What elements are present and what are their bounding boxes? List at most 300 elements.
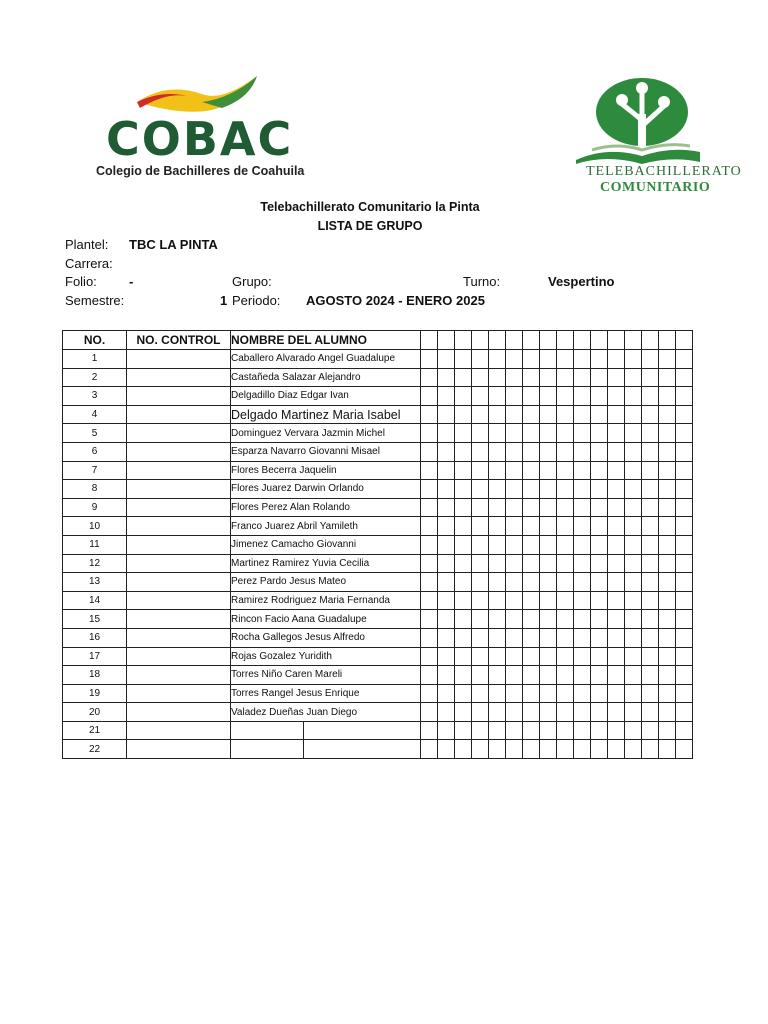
table-row xyxy=(63,350,693,369)
student-name: Dominguez Vervara Jazmin Michel xyxy=(231,424,421,443)
attendance-cell xyxy=(625,442,642,461)
table-row xyxy=(63,610,693,629)
attendance-cell xyxy=(523,368,540,387)
attendance-cell xyxy=(438,740,455,759)
attendance-cell xyxy=(421,480,438,499)
header-name: NOMBRE DEL ALUMNO xyxy=(231,331,421,350)
table-row xyxy=(63,535,693,554)
control-number-cell xyxy=(127,721,231,740)
attendance-cell xyxy=(540,647,557,666)
attendance-cell xyxy=(659,628,676,647)
attendance-cell xyxy=(591,461,608,480)
attendance-cell xyxy=(506,498,523,517)
attendance-cell xyxy=(523,740,540,759)
attendance-cell xyxy=(625,703,642,722)
attendance-cell xyxy=(506,703,523,722)
student-name: Rincon Facio Aana Guadalupe xyxy=(231,610,421,629)
attendance-cell xyxy=(421,740,438,759)
empty-name-cell xyxy=(304,740,421,759)
attendance-cell xyxy=(608,610,625,629)
cobac-subtitle: Colegio de Bachilleres de Coahuila xyxy=(96,164,305,178)
empty-name-cell xyxy=(231,721,304,740)
row-number: 13 xyxy=(63,573,127,592)
attendance-cell xyxy=(659,554,676,573)
attendance-cell xyxy=(455,573,472,592)
attendance-cell xyxy=(438,610,455,629)
attendance-cell xyxy=(438,666,455,685)
attendance-cell xyxy=(523,703,540,722)
attendance-cell xyxy=(591,480,608,499)
control-number-cell xyxy=(127,405,231,424)
cobac-wordmark: COBAC xyxy=(106,112,294,166)
attendance-cell xyxy=(506,517,523,536)
attendance-cell xyxy=(489,480,506,499)
attendance-cell xyxy=(421,554,438,573)
attendance-col-header xyxy=(421,331,438,350)
row-number: 21 xyxy=(63,721,127,740)
attendance-cell xyxy=(489,721,506,740)
attendance-cell xyxy=(455,628,472,647)
attendance-cell xyxy=(676,666,693,685)
plantel-value: TBC LA PINTA xyxy=(129,237,218,252)
attendance-cell xyxy=(608,554,625,573)
attendance-cell xyxy=(557,480,574,499)
attendance-cell xyxy=(506,740,523,759)
attendance-cell xyxy=(472,424,489,443)
attendance-cell xyxy=(523,498,540,517)
attendance-cell xyxy=(455,368,472,387)
attendance-cell xyxy=(489,628,506,647)
attendance-col-header xyxy=(642,331,659,350)
attendance-cell xyxy=(421,517,438,536)
attendance-cell xyxy=(506,684,523,703)
attendance-cell xyxy=(438,368,455,387)
attendance-cell xyxy=(438,721,455,740)
attendance-cell xyxy=(642,703,659,722)
attendance-cell xyxy=(557,591,574,610)
attendance-cell xyxy=(489,368,506,387)
attendance-cell xyxy=(455,387,472,406)
attendance-cell xyxy=(591,740,608,759)
attendance-cell xyxy=(523,721,540,740)
attendance-col-header xyxy=(574,331,591,350)
attendance-cell xyxy=(625,480,642,499)
attendance-cell xyxy=(676,350,693,369)
attendance-cell xyxy=(455,461,472,480)
attendance-cell xyxy=(523,591,540,610)
row-number: 22 xyxy=(63,740,127,759)
attendance-cell xyxy=(421,424,438,443)
attendance-cell xyxy=(472,517,489,536)
attendance-cell xyxy=(472,591,489,610)
row-number: 10 xyxy=(63,517,127,536)
attendance-cell xyxy=(574,703,591,722)
attendance-cell xyxy=(438,591,455,610)
control-number-cell xyxy=(127,573,231,592)
attendance-cell xyxy=(489,405,506,424)
attendance-cell xyxy=(642,666,659,685)
student-name: Delgado Martinez Maria Isabel xyxy=(231,405,421,424)
attendance-cell xyxy=(659,424,676,443)
attendance-cell xyxy=(659,442,676,461)
attendance-col-header xyxy=(506,331,523,350)
attendance-cell xyxy=(472,703,489,722)
attendance-cell xyxy=(438,480,455,499)
attendance-cell xyxy=(676,647,693,666)
row-number: 3 xyxy=(63,387,127,406)
attendance-cell xyxy=(608,442,625,461)
attendance-cell xyxy=(591,424,608,443)
attendance-cell xyxy=(676,461,693,480)
attendance-cell xyxy=(676,703,693,722)
table-row xyxy=(63,461,693,480)
attendance-cell xyxy=(523,647,540,666)
attendance-cell xyxy=(557,405,574,424)
attendance-cell xyxy=(438,442,455,461)
attendance-cell xyxy=(523,461,540,480)
student-name: Flores Becerra Jaquelin xyxy=(231,461,421,480)
table-row xyxy=(63,721,693,740)
attendance-cell xyxy=(472,554,489,573)
row-number: 1 xyxy=(63,350,127,369)
attendance-cell xyxy=(574,535,591,554)
attendance-cell xyxy=(540,610,557,629)
attendance-cell xyxy=(489,666,506,685)
attendance-cell xyxy=(625,591,642,610)
attendance-cell xyxy=(574,684,591,703)
attendance-cell xyxy=(421,405,438,424)
attendance-col-header xyxy=(438,331,455,350)
attendance-cell xyxy=(455,517,472,536)
attendance-cell xyxy=(438,387,455,406)
empty-name-cell xyxy=(304,721,421,740)
table-row xyxy=(63,498,693,517)
attendance-cell xyxy=(659,721,676,740)
row-number: 8 xyxy=(63,480,127,499)
semestre-label: Semestre: xyxy=(65,293,125,308)
attendance-col-header xyxy=(472,331,489,350)
attendance-cell xyxy=(421,368,438,387)
attendance-cell xyxy=(642,424,659,443)
attendance-cell xyxy=(489,684,506,703)
attendance-cell xyxy=(489,740,506,759)
attendance-cell xyxy=(506,610,523,629)
student-name: Delgadillo Diaz Edgar Ivan xyxy=(231,387,421,406)
attendance-cell xyxy=(625,554,642,573)
attendance-cell xyxy=(489,424,506,443)
attendance-cell xyxy=(540,387,557,406)
attendance-cell xyxy=(455,498,472,517)
attendance-cell xyxy=(540,535,557,554)
attendance-cell xyxy=(574,442,591,461)
attendance-cell xyxy=(523,628,540,647)
attendance-cell xyxy=(438,405,455,424)
row-number: 14 xyxy=(63,591,127,610)
attendance-cell xyxy=(659,387,676,406)
attendance-cell xyxy=(642,721,659,740)
student-name: Caballero Alvarado Angel Guadalupe xyxy=(231,350,421,369)
row-number: 11 xyxy=(63,535,127,554)
student-name: Rojas Gozalez Yuridith xyxy=(231,647,421,666)
attendance-cell xyxy=(557,721,574,740)
attendance-col-header xyxy=(659,331,676,350)
attendance-cell xyxy=(489,610,506,629)
table-row xyxy=(63,703,693,722)
attendance-cell xyxy=(557,368,574,387)
student-name: Valadez Dueñas Juan Diego xyxy=(231,703,421,722)
row-number: 17 xyxy=(63,647,127,666)
empty-name-cell xyxy=(231,740,304,759)
table-row xyxy=(63,573,693,592)
attendance-cell xyxy=(523,535,540,554)
attendance-cell xyxy=(659,666,676,685)
attendance-cell xyxy=(574,740,591,759)
attendance-cell xyxy=(659,405,676,424)
attendance-cell xyxy=(608,405,625,424)
attendance-cell xyxy=(523,610,540,629)
attendance-cell xyxy=(659,591,676,610)
attendance-cell xyxy=(659,684,676,703)
attendance-cell xyxy=(574,647,591,666)
attendance-cell xyxy=(625,517,642,536)
attendance-col-header xyxy=(489,331,506,350)
attendance-cell xyxy=(506,387,523,406)
control-number-cell xyxy=(127,517,231,536)
document-subtitle: LISTA DE GRUPO xyxy=(317,219,423,233)
attendance-cell xyxy=(506,480,523,499)
attendance-cell xyxy=(523,387,540,406)
attendance-cell xyxy=(676,554,693,573)
table-row xyxy=(63,554,693,573)
attendance-cell xyxy=(438,461,455,480)
attendance-cell xyxy=(642,573,659,592)
control-number-cell xyxy=(127,442,231,461)
table-row xyxy=(63,368,693,387)
attendance-cell xyxy=(625,350,642,369)
attendance-cell xyxy=(608,647,625,666)
attendance-cell xyxy=(540,480,557,499)
header-no: NO. xyxy=(63,331,127,350)
attendance-cell xyxy=(676,368,693,387)
attendance-cell xyxy=(557,517,574,536)
attendance-cell xyxy=(608,498,625,517)
attendance-cell xyxy=(642,740,659,759)
student-name: Castañeda Salazar Alejandro xyxy=(231,368,421,387)
attendance-cell xyxy=(557,684,574,703)
attendance-cell xyxy=(642,610,659,629)
control-number-cell xyxy=(127,461,231,480)
attendance-cell xyxy=(591,387,608,406)
attendance-cell xyxy=(591,721,608,740)
table-header-row xyxy=(63,331,693,350)
attendance-col-header xyxy=(455,331,472,350)
attendance-cell xyxy=(574,573,591,592)
attendance-cell xyxy=(642,554,659,573)
attendance-cell xyxy=(574,554,591,573)
table-row xyxy=(63,666,693,685)
attendance-cell xyxy=(625,387,642,406)
attendance-cell xyxy=(591,703,608,722)
attendance-cell xyxy=(625,461,642,480)
attendance-cell xyxy=(489,703,506,722)
attendance-cell xyxy=(421,573,438,592)
attendance-cell xyxy=(540,350,557,369)
attendance-cell xyxy=(506,461,523,480)
attendance-cell xyxy=(625,498,642,517)
attendance-cell xyxy=(642,405,659,424)
attendance-cell xyxy=(642,461,659,480)
row-number: 5 xyxy=(63,424,127,443)
control-number-cell xyxy=(127,628,231,647)
table-row xyxy=(63,387,693,406)
attendance-cell xyxy=(625,573,642,592)
attendance-cell xyxy=(676,684,693,703)
attendance-cell xyxy=(608,666,625,685)
attendance-cell xyxy=(676,591,693,610)
attendance-cell xyxy=(591,591,608,610)
attendance-cell xyxy=(438,703,455,722)
control-number-cell xyxy=(127,350,231,369)
table-row xyxy=(63,405,693,424)
telebachillerato-logo xyxy=(572,76,768,200)
attendance-cell xyxy=(421,684,438,703)
attendance-cell xyxy=(642,535,659,554)
attendance-cell xyxy=(489,498,506,517)
attendance-cell xyxy=(625,405,642,424)
table-row xyxy=(63,424,693,443)
control-number-cell xyxy=(127,703,231,722)
attendance-cell xyxy=(574,498,591,517)
attendance-cell xyxy=(608,350,625,369)
attendance-cell xyxy=(557,610,574,629)
attendance-col-header xyxy=(523,331,540,350)
table-row xyxy=(63,442,693,461)
attendance-cell xyxy=(472,610,489,629)
attendance-cell xyxy=(676,517,693,536)
row-number: 9 xyxy=(63,498,127,517)
attendance-cell xyxy=(574,480,591,499)
attendance-cell xyxy=(523,405,540,424)
attendance-cell xyxy=(438,647,455,666)
attendance-cell xyxy=(642,647,659,666)
control-number-cell xyxy=(127,684,231,703)
attendance-cell xyxy=(608,461,625,480)
attendance-cell xyxy=(438,684,455,703)
attendance-cell xyxy=(506,535,523,554)
attendance-col-header xyxy=(676,331,693,350)
attendance-cell xyxy=(540,405,557,424)
student-name: Rocha Gallegos Jesus Alfredo xyxy=(231,628,421,647)
attendance-cell xyxy=(608,573,625,592)
attendance-cell xyxy=(642,498,659,517)
control-number-cell xyxy=(127,647,231,666)
attendance-cell xyxy=(591,535,608,554)
attendance-cell xyxy=(523,554,540,573)
attendance-cell xyxy=(608,591,625,610)
attendance-cell xyxy=(574,610,591,629)
attendance-cell xyxy=(523,684,540,703)
attendance-cell xyxy=(676,740,693,759)
attendance-cell xyxy=(557,424,574,443)
attendance-cell xyxy=(591,573,608,592)
attendance-cell xyxy=(659,610,676,629)
table-row xyxy=(63,591,693,610)
attendance-cell xyxy=(574,666,591,685)
attendance-cell xyxy=(421,498,438,517)
attendance-cell xyxy=(438,517,455,536)
attendance-cell xyxy=(591,498,608,517)
attendance-cell xyxy=(540,740,557,759)
attendance-cell xyxy=(506,554,523,573)
attendance-cell xyxy=(557,387,574,406)
attendance-cell xyxy=(557,666,574,685)
attendance-cell xyxy=(489,554,506,573)
attendance-cell xyxy=(506,368,523,387)
attendance-cell xyxy=(421,350,438,369)
attendance-cell xyxy=(523,573,540,592)
semestre-value: 1 xyxy=(220,293,228,308)
attendance-cell xyxy=(574,424,591,443)
attendance-cell xyxy=(472,480,489,499)
attendance-cell xyxy=(676,405,693,424)
attendance-cell xyxy=(625,628,642,647)
control-number-cell xyxy=(127,480,231,499)
attendance-cell xyxy=(455,684,472,703)
attendance-cell xyxy=(506,591,523,610)
control-number-cell xyxy=(127,554,231,573)
attendance-cell xyxy=(540,591,557,610)
attendance-cell xyxy=(438,424,455,443)
attendance-cell xyxy=(472,350,489,369)
attendance-cell xyxy=(540,573,557,592)
cobac-logo xyxy=(92,72,322,182)
attendance-cell xyxy=(608,517,625,536)
attendance-cell xyxy=(676,535,693,554)
control-number-cell xyxy=(127,368,231,387)
attendance-cell xyxy=(421,387,438,406)
attendance-cell xyxy=(506,442,523,461)
student-name: Ramirez Rodriguez Maria Fernanda xyxy=(231,591,421,610)
attendance-cell xyxy=(455,535,472,554)
attendance-cell xyxy=(574,721,591,740)
attendance-cell xyxy=(540,442,557,461)
attendance-cell xyxy=(455,647,472,666)
student-name: Franco Juarez Abril Yamileth xyxy=(231,517,421,536)
attendance-cell xyxy=(608,387,625,406)
attendance-col-header xyxy=(557,331,574,350)
attendance-cell xyxy=(489,387,506,406)
attendance-cell xyxy=(472,405,489,424)
attendance-cell xyxy=(557,498,574,517)
attendance-cell xyxy=(438,573,455,592)
attendance-cell xyxy=(608,721,625,740)
attendance-cell xyxy=(455,554,472,573)
student-name: Flores Perez Alan Rolando xyxy=(231,498,421,517)
attendance-cell xyxy=(574,387,591,406)
attendance-cell xyxy=(472,647,489,666)
attendance-cell xyxy=(455,703,472,722)
attendance-cell xyxy=(540,368,557,387)
attendance-cell xyxy=(489,517,506,536)
student-name: Martinez Ramirez Yuvia Cecilia xyxy=(231,554,421,573)
attendance-cell xyxy=(489,461,506,480)
control-number-cell xyxy=(127,535,231,554)
attendance-cell xyxy=(574,591,591,610)
attendance-cell xyxy=(421,666,438,685)
attendance-cell xyxy=(489,350,506,369)
attendance-cell xyxy=(472,740,489,759)
attendance-cell xyxy=(659,461,676,480)
